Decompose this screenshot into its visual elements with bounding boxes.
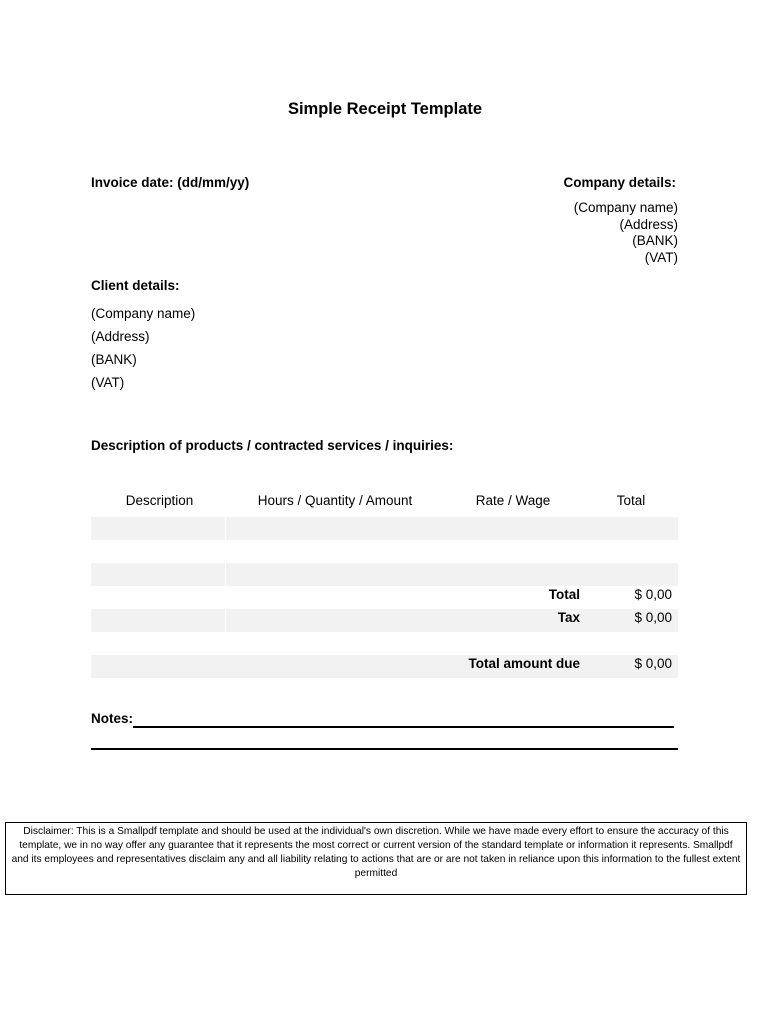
client-name-line: (Company name) (91, 306, 196, 321)
description-heading: Description of products / contracted services / inquiries: (91, 438, 454, 453)
disclaimer-text: Disclaimer: This is a Smallpdf template and should be used at the individual's own discretion. While we have made every effort to ensure the accuracy of this template, we in no way offer any guarantee that it represents the most correct or current version of the standard template or information it represents. Smallpdf and its employees and representatives disclaim any and all liability relating to actions that are or are not taken in reliance upon this information to the fullest extent permitted (11, 826, 741, 879)
table-row (91, 517, 678, 540)
client-bank-line: (BANK) (91, 352, 137, 367)
table-row (91, 655, 678, 678)
total-amount-due-value: $ 0,00 (634, 656, 672, 671)
client-details-heading: Client details: (91, 278, 180, 293)
column-header-description: Description (125, 493, 194, 508)
company-name-line: (Company name) (573, 200, 678, 215)
company-bank-line: (BANK) (632, 233, 678, 249)
notes-line-second (91, 748, 678, 750)
total-amount-due-label: Total amount due (468, 656, 580, 671)
page-title: Simple Receipt Template (287, 100, 483, 118)
company-details-block (574, 200, 678, 267)
tax-value: $ 0,00 (634, 610, 672, 625)
client-details-block (91, 302, 195, 394)
total-value: $ 0,00 (634, 587, 672, 602)
notes-line (133, 726, 674, 728)
company-vat-line: (VAT) (644, 250, 678, 266)
column-header-rate: Rate / Wage (475, 493, 551, 508)
column-header-total: Total (616, 493, 646, 508)
table-row (91, 609, 678, 632)
column-header-quantity: Hours / Quantity / Amount (257, 493, 413, 508)
invoice-date-label: Invoice date: (dd/mm/yy) (91, 175, 250, 190)
company-address-line: (Address) (619, 216, 678, 232)
table-row (91, 563, 678, 586)
company-details-heading: Company details: (563, 175, 676, 190)
disclaimer-box (5, 822, 747, 895)
total-label: Total (548, 587, 580, 602)
client-address-line: (Address) (91, 329, 150, 344)
client-vat-line: (VAT) (91, 375, 125, 390)
tax-label: Tax (557, 610, 580, 625)
notes-label: Notes: (91, 711, 134, 726)
